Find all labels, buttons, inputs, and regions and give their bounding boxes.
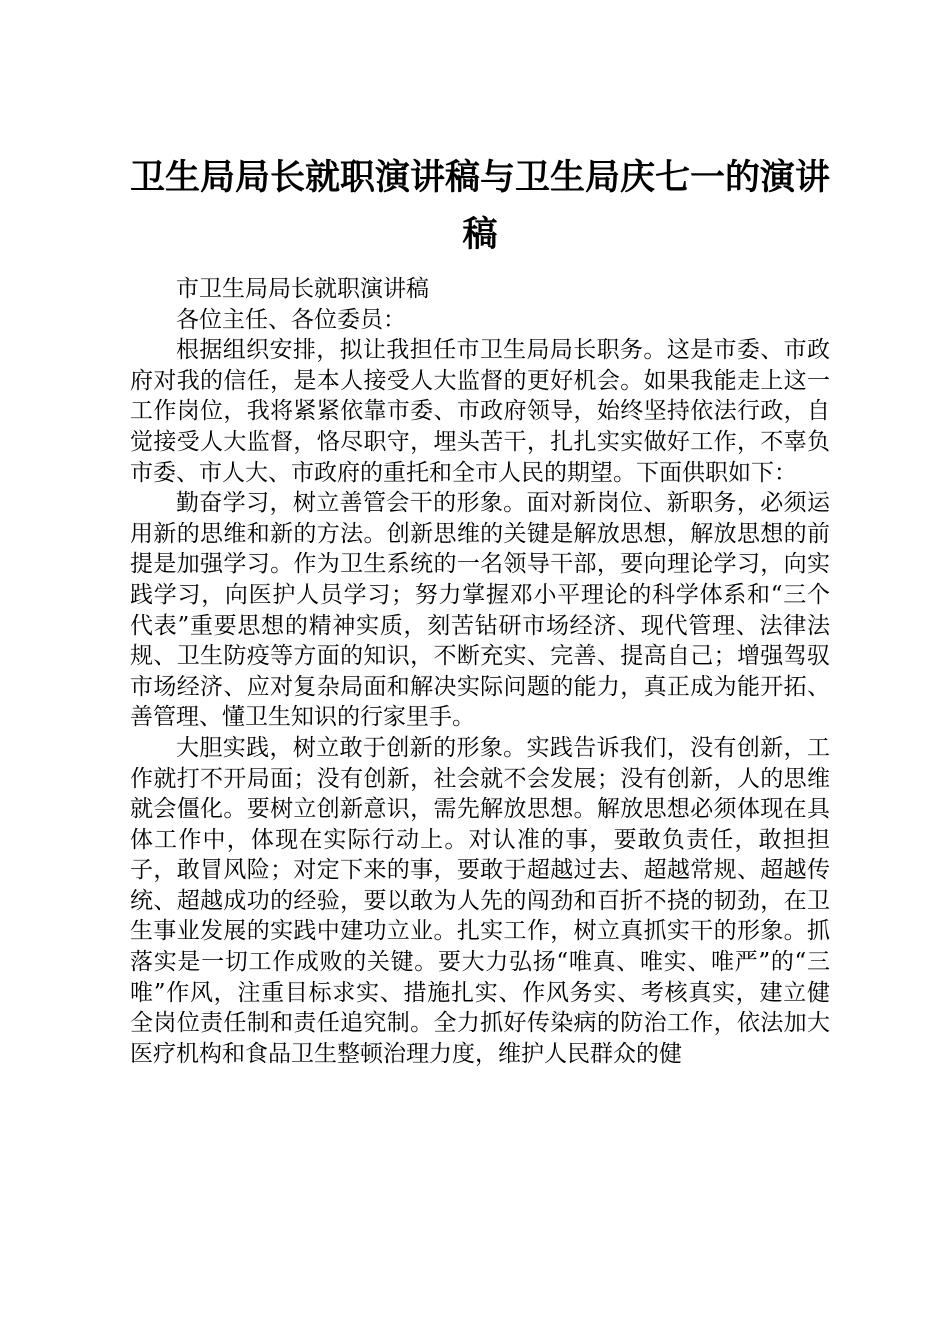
paragraph: 大胆实践，树立敢于创新的形象。实践告诉我们，没有创新，工作就打不开局面；没有创新，社会就不会发展；没有创新，人的思维就会僵化。要树立创新意识，需先解放思想。解放思想必须体现在具体工作中，体现在实际行动上。对认准的事，要敢负责任，敢担担子，敢冒风险；对定下来的事，要敢于超越过去、超越常规、超越传统、超越成功的经验，要以敢为人先的闯劲和百折不挠的韧劲，在卫生事业发展的实践中建功立业。扎实工作，树立真抓实干的形象。抓落实是一切工作成败的关键。要大力弘扬“唯真、唯实、唯严”的“三唯”作风，注重目标求实、措施扎实、作风务实、考核真实，建立健全岗位责任制和责任追究制。全力抓好传染病的防治工作，依法加大医疗机构和食品卫生整顿治理力度，维护人民群众的健 xyxy=(130,734,830,1067)
document-body xyxy=(130,274,830,1069)
title-line-2: 稿 xyxy=(462,215,498,255)
paragraph: 根据组织安排，拟让我担任市卫生局局长职务。这是市委、市政府对我的信任，是本人接受人大监督的更好机会。如果我能走上这一工作岗位，我将紧紧依靠市委、市政府领导，始终坚持依法行政，自觉接受人大监督，恪尽职守，埋头苦干，扎扎实实做好工作，不辜负市委、市人大、市政府的重托和全市人民的期望。下面供职如下： xyxy=(130,337,830,486)
paragraph: 勤奋学习，树立善管会干的形象。面对新岗位、新职务，必须运用新的思维和新的方法。创新思维的关键是解放思想，解放思想的前提是加强学习。作为卫生系统的一名领导干部，要向理论学习，向实践学习，向医护人员学习；努力掌握邓小平理论的科学体系和“三个代表”重要思想的精神实质，刻苦钻研市场经济、现代管理、法律法规、卫生防疫等方面的知识，不断充实、完善、提高自己；增强驾驭市场经济、应对复杂局面和解决实际问题的能力，真正成为能开拓、善管理、懂卫生知识的行家里手。 xyxy=(130,490,830,731)
title-line-1: 卫生局局长就职演讲稿与卫生局庆七一的演讲 xyxy=(130,158,831,198)
document-title xyxy=(130,150,830,264)
paragraph-salutation: 各位主任、各位委员： xyxy=(176,306,406,333)
paragraph-subtitle: 市卫生局局长就职演讲稿 xyxy=(176,276,429,302)
document-page xyxy=(130,150,830,1069)
